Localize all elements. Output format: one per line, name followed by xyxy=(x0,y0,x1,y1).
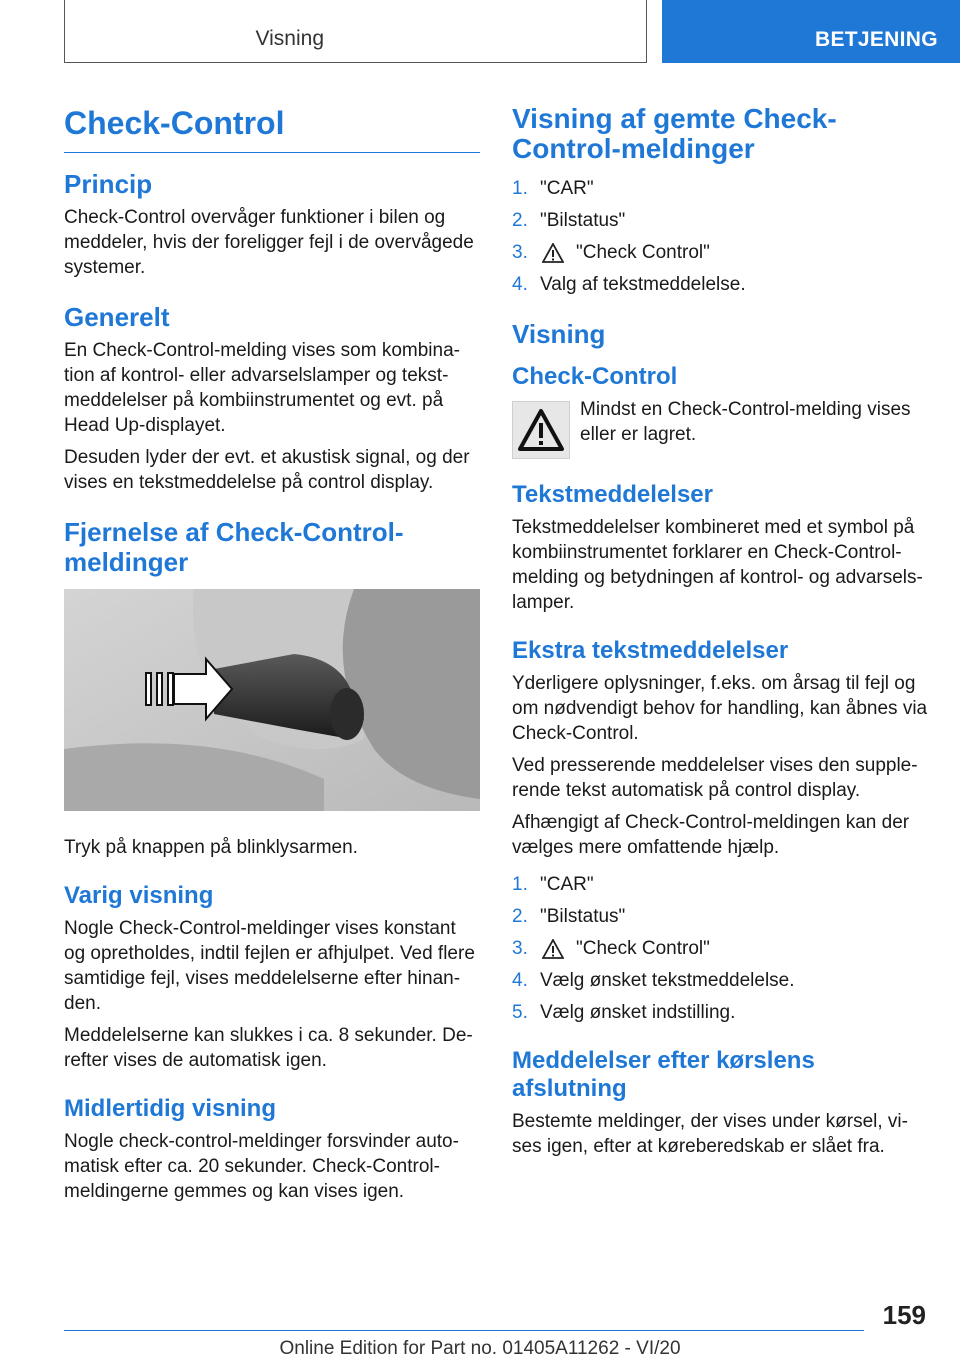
midlertidig-heading: Midlertidig visning xyxy=(64,1095,277,1122)
warning-triangle-icon xyxy=(542,243,564,263)
varig-text-1: Nogle Check-Control-meldinger vises konstant og opretholdes, indtil fejlen er afhjulpet. Ved flere samtidige fejl, vises meddelelserne efter hinanden. xyxy=(64,918,475,1014)
page-title: Check-Control xyxy=(64,100,480,153)
meddelelser-text: Bestemte meldinger, der vises under kørsel, vises igen, efter at køreberedskab er slået fra. xyxy=(512,1111,908,1157)
right-column xyxy=(512,100,928,1166)
footer-edition-link[interactable]: Online Edition for Part no. 01405A11262 - VI/20 xyxy=(279,1338,681,1359)
ekstra-text-1: Yderligere oplysninger, f.eks. om årsag til fejl og om nødvendigt behov for handling, kan åbnes via Check-Control. xyxy=(512,673,928,744)
photo-caption: Tryk på knappen på blinklysarmen. xyxy=(64,837,358,858)
tekstmeddelelser-heading: Tekstmeddelelser xyxy=(512,481,713,508)
turn-signal-stalk-photo xyxy=(64,589,480,811)
header-section: Visning xyxy=(255,27,324,50)
visning-heading: Visning xyxy=(512,319,606,349)
gemte-steps xyxy=(512,176,928,297)
ekstra-steps xyxy=(512,872,928,1025)
midlertidig-text: Nogle check-control-meldinger forsvinder automatisk efter ca. 20 sekunder. Check-Control-meldingerne gemmes og kan vises igen. xyxy=(64,1131,459,1202)
list-item: 2. "Bilstatus" xyxy=(512,210,626,231)
varig-heading: Varig visning xyxy=(64,882,214,909)
header-chapter-tab[interactable]: BETJENING xyxy=(662,0,960,63)
warning-triangle-icon xyxy=(542,939,564,959)
list-item: 2. "Bilstatus" xyxy=(512,906,626,927)
generelt-text-2: Desuden lyder der evt. et akustisk signal, og der vises en tekstmeddelelse på control display. xyxy=(64,447,470,493)
ekstra-text-2: Ved presserende meddelelser vises den supplerende tekst automatisk på control display. xyxy=(512,755,918,801)
warning-triangle-icon xyxy=(512,401,570,459)
meddelelser-heading: Meddelelser efter kørslens afslutning xyxy=(512,1047,815,1102)
list-item: 5. Vælg ønsket indstilling. xyxy=(512,1002,736,1023)
list-item: 3. "Check Control" xyxy=(512,242,710,263)
list-item: 4. Vælg ønsket tekstmeddelelse. xyxy=(512,970,795,991)
page-number: 159 xyxy=(882,1300,926,1330)
header-frame xyxy=(64,0,647,63)
check-control-text: Mindst en Check-Control-melding vises eller er lagret. xyxy=(580,399,911,445)
check-control-subheading: Check-Control xyxy=(512,363,678,390)
gemte-heading: Visning af gemte Check-Control-meldinger xyxy=(512,103,837,164)
fjernelse-heading: Fjernelse af Check-Control-meldinger xyxy=(64,517,404,577)
list-item: 4. Valg af tekstmeddelelse. xyxy=(512,274,746,295)
ekstra-heading: Ekstra tekstmeddelelser xyxy=(512,637,789,664)
ekstra-text-3: Afhængigt af Check-Control-meldingen kan der vælges mere omfattende hjælp. xyxy=(512,812,910,858)
list-item: 1. "CAR" xyxy=(512,874,594,895)
left-column xyxy=(64,100,480,1211)
footer-divider xyxy=(64,1330,864,1331)
generelt-text-1: En Check-Control-melding vises som kombination af kontrol- eller advarselslamper og tekstmeddelelser på kombiinstrumentet og evt. på Head Up-displayet. xyxy=(64,340,460,436)
princip-text: Check-Control overvåger funktioner i bilen og meddeler, hvis der foreligger fejl i de overvågede systemer. xyxy=(64,207,474,278)
generelt-heading: Generelt xyxy=(64,302,170,332)
princip-heading: Princip xyxy=(64,169,153,199)
tekstmeddelelser-text: Tekstmeddelelser kombineret med et symbol på kombiinstrumentet forklarer en Check-Control-melding og betydningen af kontrol- og advarselslamper. xyxy=(512,517,923,613)
check-control-indicator xyxy=(512,397,928,459)
list-item: 3. "Check Control" xyxy=(512,938,710,959)
varig-text-2: Meddelelserne kan slukkes i ca. 8 sekunder. Derefter vises de automatisk igen. xyxy=(64,1025,473,1071)
list-item: 1. "CAR" xyxy=(512,178,594,199)
